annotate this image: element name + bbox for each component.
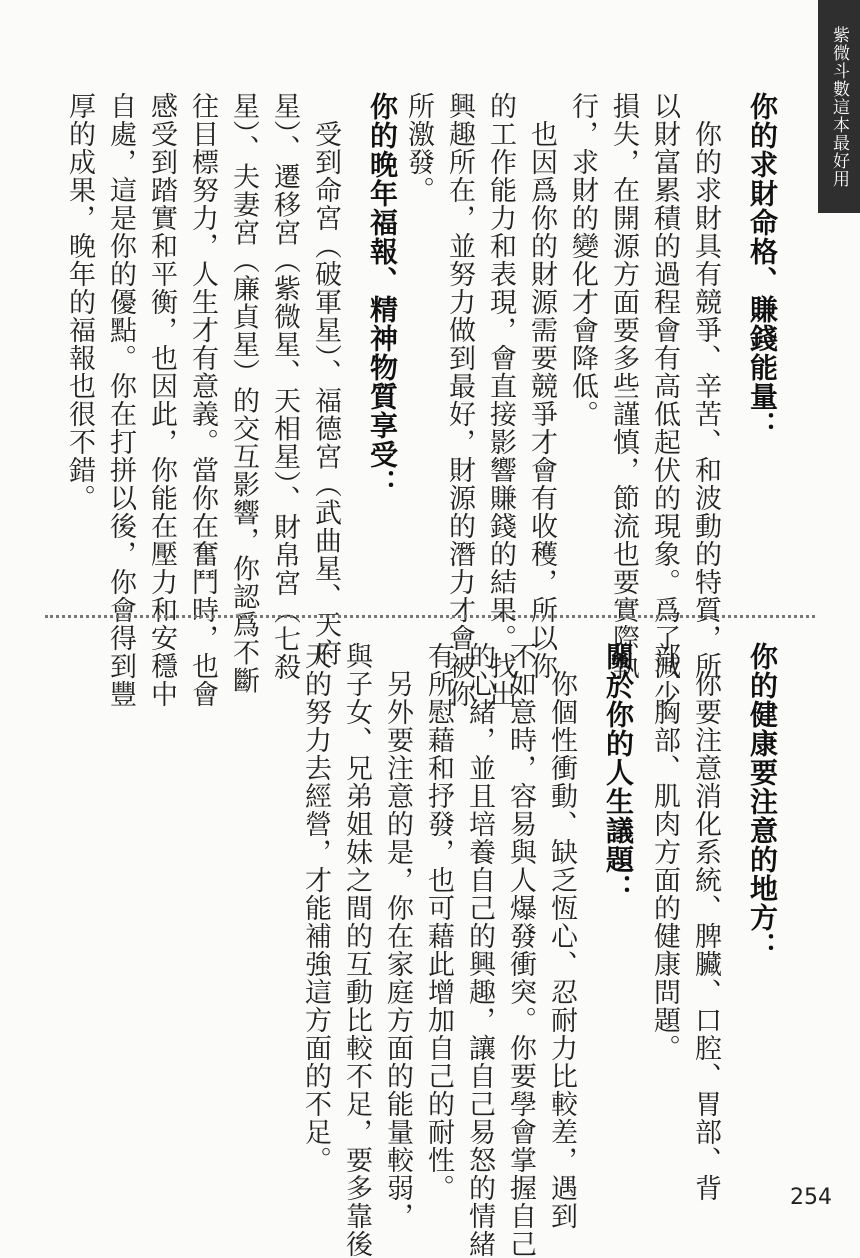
text-column: 星）、遷移宮（紫微星、天相星）、財帛宮（七殺 (269, 92, 300, 681)
text-column: 有所慰藉和抒發，也可藉此增加自己的耐性。 (423, 642, 454, 1202)
text-column: 行，求財的變化才會降低。 (567, 92, 598, 428)
text-column: 受到命宮（破軍星）、福德宮（武曲星、天府 (310, 92, 341, 667)
section-heading-late-life: 你的晚年福報、精神物質享受： (366, 92, 399, 498)
section-heading-life-issues: 關於你的人生議題： (602, 642, 635, 903)
section-heading-health: 你的健康要注意的地方： (746, 642, 779, 961)
text-column: 你個性衝動、缺乏恆心、忍耐力比較差，遇到 (546, 642, 577, 1230)
text-column: 往目標努力，人生才有意義。當你在奮鬥時，也會 (187, 92, 218, 708)
text-column: 你的求財具有競爭、辛苦、和波動的特質，所 (690, 92, 721, 680)
section-heading-wealth: 你的求財命格、賺錢能量： (746, 92, 779, 440)
text-column: 星）、夫妻宮（廉貞星）的交互影響，你認爲不斷 (228, 92, 259, 695)
text-column: 厚的成果，晚年的福報也很不錯。 (64, 92, 95, 512)
text-column: 也因爲你的財源需要競爭才會有收穫，所以你 (526, 92, 557, 680)
text-column: 以財富累積的過程會有高低起伏的現象。爲了減少 (649, 92, 680, 708)
book-title-tab: 紫微斗數這本最好用 (818, 0, 860, 213)
text-column: 與子女、兄弟姐妹之間的互動比較不足，要多靠後 (341, 642, 372, 1258)
text-column: 興趣所在，並努力做到最好，財源的潛力才會被你 (444, 92, 475, 708)
text-column: 所激發。 (403, 92, 434, 204)
section-divider (45, 615, 815, 618)
text-column: 你要注意消化系統、脾臟、口腔、胃部、背 (690, 642, 721, 1202)
text-column: 部、胸部、肌肉方面的健康問題。 (649, 642, 680, 1062)
text-column: 自處，這是你的優點。你在打拼以後，你會得到豐 (105, 92, 136, 708)
text-column: 的工作能力和表現，會直接影響賺錢的結果。找出 (485, 92, 516, 708)
text-column: 不如意時，容易與人爆發衝突。你要學會掌握自己 (505, 642, 536, 1258)
text-column: 另外要注意的是，你在家庭方面的能量較弱， (382, 642, 413, 1230)
text-column: 天的努力去經營，才能補強這方面的不足。 (300, 642, 331, 1174)
text-column: 的心緒，並且培養自己的興趣，讓自己易怒的情緒 (464, 642, 495, 1258)
text-column: 損失，在開源方面要多些謹慎，節流也要實際執 (608, 92, 639, 680)
page-number: 254 (790, 1185, 832, 1210)
text-column: 感受到踏實和平衡，也因此，你能在壓力和安穩中 (146, 92, 177, 708)
